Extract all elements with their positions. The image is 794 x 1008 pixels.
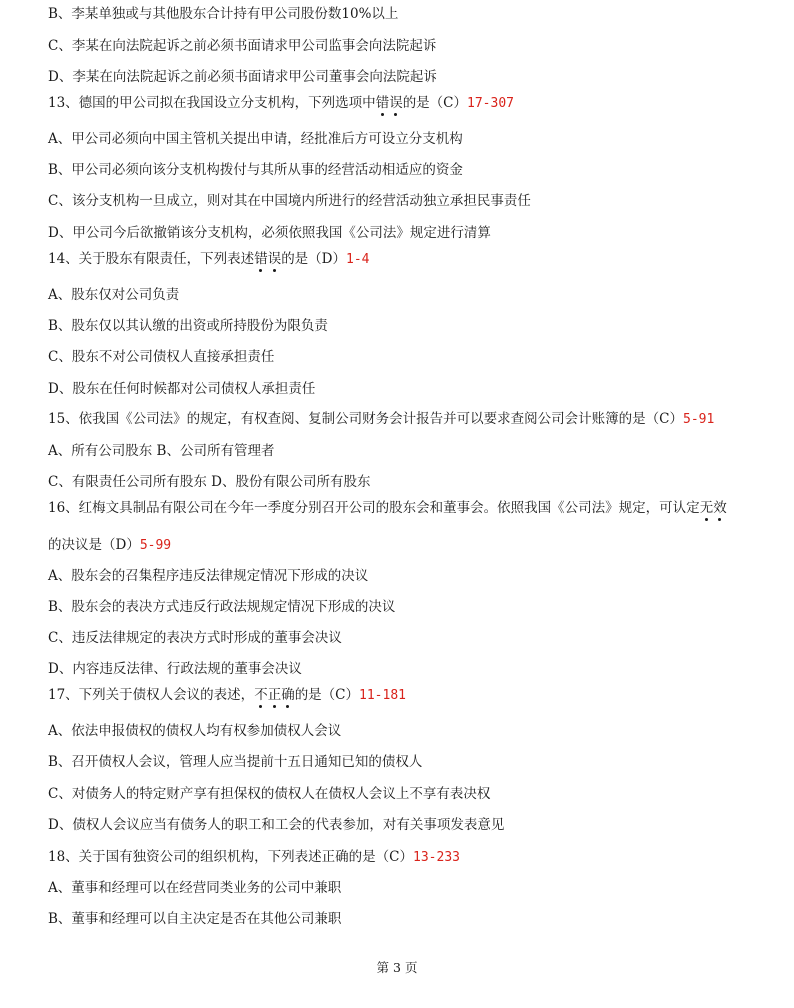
- option-14-c: C、股东不对公司债权人直接承担责任: [48, 349, 275, 365]
- page-number: 第 3 页: [376, 960, 418, 975]
- option-17-a: A、依法申报债权的债权人均有权参加债权人会议: [48, 723, 342, 739]
- emphasis-char: 效: [713, 500, 727, 516]
- option-13-b: B、甲公司必须向该分支机构拨付与其所从事的经营活动相适应的资金: [48, 162, 463, 178]
- option-13-d: D、甲公司今后欲撤销该分支机构，必须依照我国《公司法》规定进行清算: [48, 225, 491, 241]
- option-12-d: D、李某在向法院起诉之前必须书面请求甲公司董事会向法院起诉: [48, 69, 437, 85]
- emphasis-char: 无: [699, 500, 714, 516]
- emphasis-char: 错: [375, 95, 390, 111]
- reference-code: 11-181: [359, 688, 406, 703]
- option-18-b: B、董事和经理可以自主决定是否在其他公司兼职: [48, 911, 342, 927]
- question-16-cont: 的决议是（D）5-99: [48, 537, 172, 553]
- option-12-c: C、李某在向法院起诉之前必须书面请求甲公司监事会向法院起诉: [48, 38, 437, 54]
- option-17-d: D、债权人会议应当有债务人的职工和工会的代表参加，对有关事项发表意见: [48, 817, 505, 833]
- emphasis-char: 误: [267, 251, 282, 267]
- question-17: 17、下列关于债权人会议的表述，不正确的是（C）11-181: [48, 687, 406, 703]
- option-16-c: C、违反法律规定的表决方式时形成的董事会决议: [48, 630, 342, 646]
- question-16: 16、红梅文具制品有限公司在今年一季度分别召开公司的股东会和董事会。依照我国《公司法》规定，可认定无效: [48, 500, 727, 516]
- question-13: 13、德国的甲公司拟在我国设立分支机构，下列选项中错误的是（C）17-307: [48, 95, 514, 111]
- reference-code: 5-99: [139, 538, 172, 553]
- option-17-c: C、对债务人的特定财产享有担保权的债权人在债权人会议上不享有表决权: [48, 786, 491, 802]
- option-15-cd: C、有限责任公司所有股东 D、股份有限公司所有股东: [48, 474, 371, 490]
- emphasis-char: 正: [267, 687, 282, 703]
- option-16-b: B、股东会的表决方式违反行政法规规定情况下形成的决议: [48, 599, 396, 615]
- reference-code: 17-307: [467, 96, 514, 111]
- option-15-ab: A、所有公司股东 B、公司所有管理者: [48, 443, 275, 459]
- option-12-b: B、李某单独或与其他股东合计持有甲公司股份数10%以上: [48, 6, 399, 22]
- option-18-a: A、董事和经理可以在经营同类业务的公司中兼职: [48, 880, 342, 896]
- question-18: 18、关于国有独资公司的组织机构，下列表述正确的是（C）13-233: [48, 849, 460, 865]
- option-13-a: A、甲公司必须向中国主管机关提出申请，经批准后方可设立分支机构: [48, 131, 463, 147]
- option-14-d: D、股东在任何时候都对公司债权人承担责任: [48, 381, 316, 397]
- option-14-b: B、股东仅以其认缴的出资或所持股份为限负责: [48, 318, 328, 334]
- emphasis-char: 误: [389, 95, 403, 111]
- emphasis-char: 错: [254, 251, 268, 267]
- question-15: 15、依我国《公司法》的规定，有权查阅、复制公司财务会计报告并可以要求查阅公司会计账簿的是（C）5-91: [48, 411, 715, 427]
- option-14-a: A、股东仅对公司负责: [48, 287, 180, 303]
- option-16-a: A、股东会的召集程序违反法律规定情况下形成的决议: [48, 568, 369, 584]
- option-13-c: C、该分支机构一旦成立，则对其在中国境内所进行的经营活动独立承担民事责任: [48, 193, 531, 209]
- reference-code: 13-233: [413, 850, 460, 865]
- reference-code: 5-91: [683, 412, 715, 427]
- emphasis-char: 不: [254, 687, 268, 703]
- emphasis-char: 确: [281, 687, 295, 703]
- option-16-d: D、内容违反法律、行政法规的董事会决议: [48, 661, 302, 677]
- reference-code: 1-4: [346, 252, 370, 267]
- option-17-b: B、召开债权人会议，管理人应当提前十五日通知已知的债权人: [48, 754, 423, 770]
- question-14: 14、关于股东有限责任，下列表述错误的是（D）1-4: [48, 251, 370, 267]
